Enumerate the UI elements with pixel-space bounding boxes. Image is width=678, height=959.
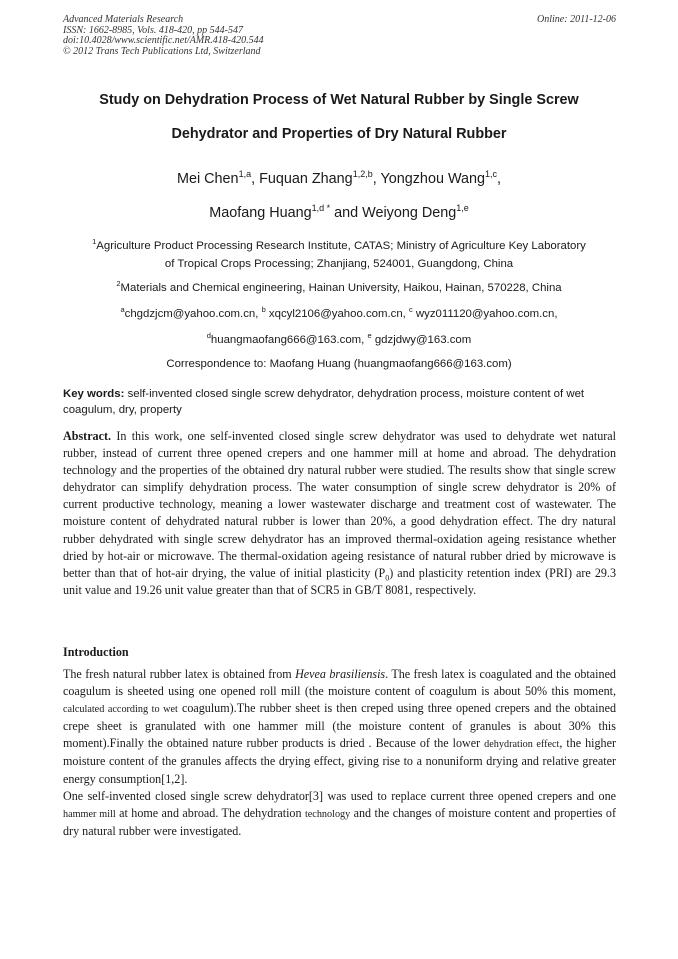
email-address: gdzjdwy@163.com <box>371 334 472 346</box>
email-mark: d <box>206 331 211 341</box>
author-separator: , <box>497 171 502 187</box>
email-address: xqcyl2106@yahoo.com.cn, <box>265 308 410 320</box>
section-heading-introduction: Introduction <box>63 645 129 659</box>
abstract-label: Abstract. <box>63 429 112 443</box>
author-name: , Fuquan Zhang <box>251 171 353 187</box>
affil-mark: 1 <box>92 237 97 247</box>
email-address: huangmaofang666@163.com, <box>210 334 368 346</box>
author-name: Mei Chen <box>176 171 239 187</box>
body-text: at home and abroad. The dehydration <box>115 805 305 820</box>
journal-name: Advanced Materials Research <box>63 14 184 25</box>
body-text: and the changes of moisture content and properties of dry natural rubber were investigated. <box>63 805 617 838</box>
affiliation-1 <box>63 237 615 273</box>
email-address: wyz011120@yahoo.com.cn, <box>412 308 558 320</box>
journal-header <box>63 15 264 57</box>
email-address: chgdzjcm@yahoo.com.cn, <box>124 308 262 320</box>
email-mark: c <box>409 305 413 315</box>
affiliation-1-line-2: of Tropical Crops Processing; Zhanjiang, 524001, Guangdong, China <box>164 258 514 270</box>
introduction-paragraph-1 <box>63 666 616 788</box>
email-mark: b <box>261 305 266 315</box>
author-name: Maofang Huang <box>209 205 312 221</box>
subscript: 0 <box>385 573 390 583</box>
body-text-small: hammer mill <box>63 808 116 820</box>
body-text: The fresh natural rubber latex is obtained from <box>63 667 296 681</box>
keywords-text: self-invented closed single screw dehydrator, dehydration process, moisture content of wet coagulum, dry, property <box>63 388 585 416</box>
introduction-paragraph-2 <box>63 788 616 840</box>
email-mark: a <box>120 305 125 315</box>
body-text-small: calculated according to wet <box>63 704 178 716</box>
keywords <box>63 386 616 418</box>
author-affil-mark: 1,a <box>238 169 252 180</box>
email-mark: e <box>367 331 372 341</box>
issn-line: ISSN: 1662-8985, Vols. 418-420, pp 544-547 <box>63 24 243 36</box>
affiliation-1-line-1 <box>63 237 615 255</box>
introduction-body <box>63 666 616 840</box>
author-list-line-2 <box>63 205 615 221</box>
species-name: Hevea brasiliensis <box>295 667 386 681</box>
doi-line: doi:10.4028/www.scientific.net/AMR.418-420.544 <box>63 35 264 47</box>
correspondence-line: Correspondence to: Maofang Huang (huangmaofang666@163.com) <box>166 358 512 370</box>
paper-title-line-1: Study on Dehydration Process of Wet Natural Rubber by Single Screw <box>99 92 579 108</box>
body-text: . The fresh latex is coagulated and the obtained coagulum is sheeted using one opened roll mill (the moisture content of coagulum is about 50% this moment, <box>63 667 616 699</box>
author-affil-mark: 1,c <box>485 169 498 180</box>
emails-line-1 <box>63 305 615 323</box>
author-list-line-1 <box>63 171 615 187</box>
body-text: One self-invented closed single screw dehydrator[3] was used to replace current three opened crepers and one <box>63 788 616 803</box>
abstract-text: In this work, one self-invented closed single screw dehydrator was used to dehydrate wet natural rubber, instead of current three opened crepers and one hammer mill at home and abroad. The dehydration technology and the properties of the obtained dry natural rubber were studied. The results show that single screw dehydrator can simplify dehydration process. The water consumption of single screw dehydrator is 20% of current productive technology, meaning a lower wastewater discharge and treatment cost of wastewater. The moisture content of dehydrated natural rubber is lower than 20%, a good dehydration effect. The dry natural rubber dehydrated with single screw dehydrator has an improved thermal-oxidation ageing resistance whether dried by hot-air or microwave. The thermal-oxidation ageing resistance of natural rubber dried by microwave is better than that of hot-air drying, the value of initial plasticity (P <box>63 429 616 580</box>
affiliation-text: Materials and Chemical engineering, Hainan University, Haikou, Hainan, 570228, China <box>120 282 562 294</box>
abstract-text: ) and plasticity retention index (PRI) are 29.3 unit value and 19.26 unit value greater than that of SCR5 in GB/T 8081, respectively. <box>63 565 616 597</box>
affil-mark: 2 <box>116 279 121 289</box>
author-name: and Weiyong Deng <box>330 205 457 221</box>
affiliation-2 <box>63 279 615 297</box>
author-name: , Yongzhou Wang <box>372 171 486 187</box>
affiliation-text: Agriculture Product Processing Research Institute, CATAS; Ministry of Agriculture Key Laboratory <box>96 240 586 252</box>
copyright-line: © 2012 Trans Tech Publications Ltd, Switzerland <box>63 45 261 57</box>
body-text-small: dehydration effect <box>484 739 560 751</box>
emails-line-2 <box>63 331 615 349</box>
abstract <box>63 428 616 599</box>
body-text: , the higher moisture content of the granules affects the drying effect, giving rise to a nonuniform drying and relative greater energy consumption[1,2]. <box>63 736 616 786</box>
online-date: Online: 2011-12-06 <box>537 14 616 25</box>
body-text-small: technology <box>304 808 351 820</box>
keywords-label: Key words: <box>63 388 125 400</box>
author-affil-mark: 1,2,b <box>352 169 373 180</box>
paper-title-line-2: Dehydrator and Properties of Dry Natural Rubber <box>171 126 507 142</box>
author-affil-mark: 1,e <box>456 203 469 214</box>
author-affil-mark: 1,d * <box>311 203 331 214</box>
body-text: coagulum).The rubber sheet is then creped using three opened crepers and the obtained crepe sheet is granulated with one hammer mill (the moisture content of granules is about 30% this moment).Finally the obtained nature rubber products is dried . Because of the lower <box>63 701 616 751</box>
